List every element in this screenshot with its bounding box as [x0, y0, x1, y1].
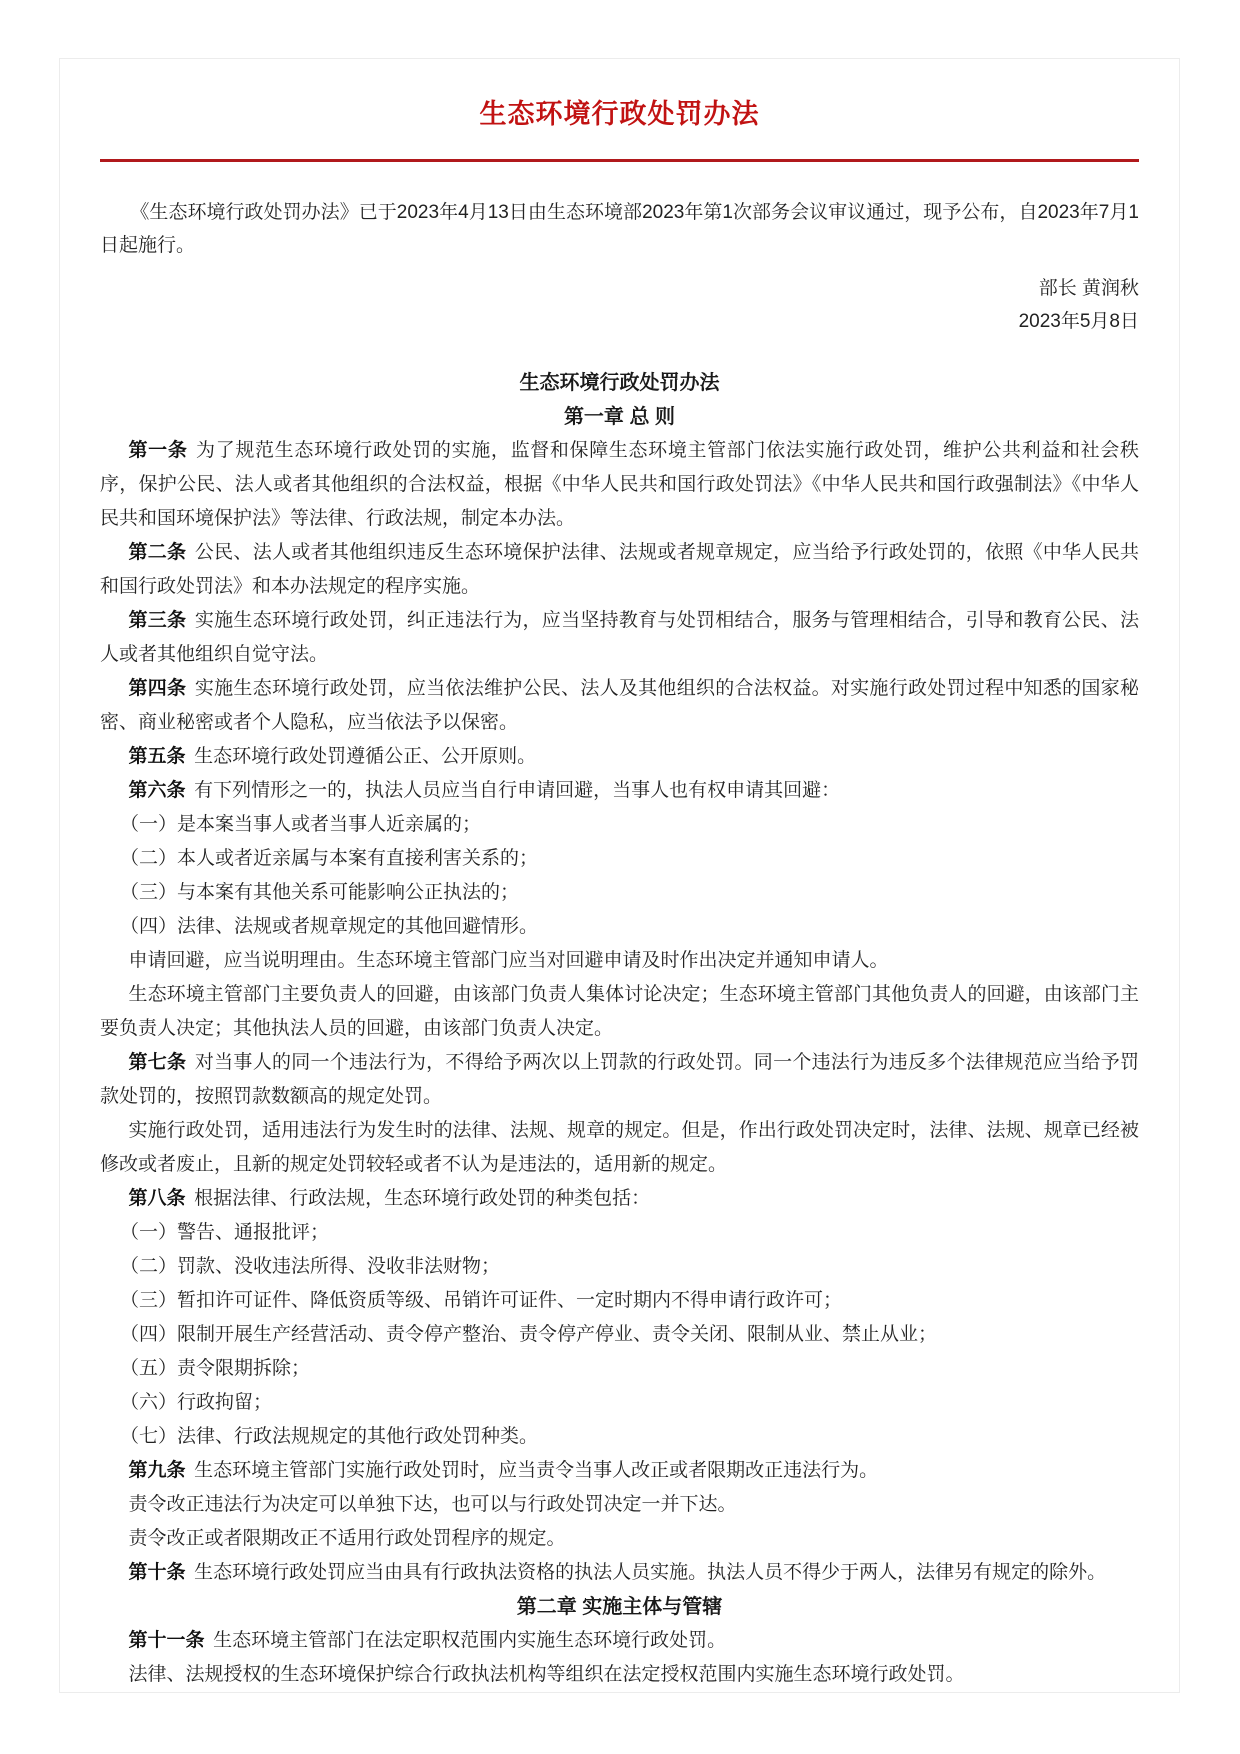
article-label: 第三条: [128, 610, 187, 631]
page-title: 生态环境行政处罚办法: [479, 99, 760, 129]
article-paragraph: [100, 604, 1139, 672]
title-divider: [100, 159, 1139, 162]
list-item: （三）与本案有其他关系可能影响公正执法的；: [119, 882, 519, 903]
article-paragraph: [100, 1046, 1139, 1114]
list-item: （四）法律、法规或者规章规定的其他回避情形。: [119, 916, 538, 937]
article-text: 生态环境行政处罚应当由具有行政执法资格的执法人员实施。执法人员不得少于两人，法律另有规定的除外。: [194, 1562, 1107, 1583]
list-item: （四）限制开展生产经营活动、责令停产整治、责令停产停业、责令关闭、限制从业、禁止从业；: [119, 1324, 937, 1345]
article-label: 第四条: [128, 678, 187, 699]
article-text: 生态环境行政处罚遵循公正、公开原则。: [194, 746, 537, 767]
article-paragraph: [100, 1182, 1139, 1216]
article-paragraph: [100, 672, 1139, 740]
article-text: 根据法律、行政法规，生态环境行政处罚的种类包括：: [194, 1188, 651, 1209]
article-label: 第十一条: [128, 1630, 205, 1651]
article-label: 第六条: [128, 780, 186, 801]
article-text: 实施生态环境行政处罚，应当依法维护公民、法人及其他组织的合法权益。对实施行政处罚过程中知悉的国家秘密、商业秘密或者个人隐私，应当依法予以保密。: [100, 678, 1139, 733]
article-paragraph: [100, 774, 1139, 808]
list-item: （一）是本案当事人或者当事人近亲属的；: [119, 814, 481, 835]
signature-block: [100, 272, 1139, 338]
article-text: 实施生态环境行政处罚，纠正违法行为，应当坚持教育与处罚相结合，服务与管理相结合，引导和教育公民、法人或者其他组织自觉守法。: [100, 610, 1139, 665]
article-label: 第八条: [128, 1188, 186, 1209]
list-item: （七）法律、行政法规规定的其他行政处罚种类。: [119, 1426, 538, 1447]
article-text: 为了规范生态环境行政处罚的实施，监督和保障生态环境主管部门依法实施行政处罚，维护公共利益和社会秩序，保护公民、法人或者其他组织的合法权益，根据《中华人民共和国行政处罚法》《中华人民共和国行政强制法》《中华人民共和国环境保护法》等法律、行政法规，制定本办法。: [100, 440, 1139, 529]
article-paragraph: [100, 536, 1139, 604]
list-item: （六）行政拘留；: [119, 1392, 272, 1413]
chapter-heading: 第一章 总 则: [563, 406, 676, 428]
list-item: （五）责令限期拆除；: [119, 1358, 310, 1379]
article-paragraph: [100, 1454, 1139, 1488]
paragraph: 责令改正违法行为决定可以单独下达，也可以与行政处罚决定一并下达。: [128, 1494, 737, 1515]
article-text: 对当事人的同一个违法行为，不得给予两次以上罚款的行政处罚。同一个违法行为违反多个法律规范应当给予罚款处罚的，按照罚款数额高的规定处罚。: [100, 1052, 1139, 1107]
article-label: 第五条: [128, 746, 186, 767]
article-paragraph: [100, 1624, 1139, 1658]
paragraph: 实施行政处罚，适用违法行为发生时的法律、法规、规章的规定。但是，作出行政处罚决定时，法律、法规、规章已经被修改或者废止，且新的规定处罚较轻或者不认为是违法的，适用新的规定。: [100, 1120, 1139, 1175]
article-text: 生态环境主管部门实施行政处罚时，应当责令当事人改正或者限期改正违法行为。: [194, 1460, 879, 1481]
intro-paragraph: 《生态环境行政处罚办法》已于2023年4月13日由生态环境部2023年第1次部务会议审议通过，现予公布，自2023年7月1日起施行。: [100, 202, 1139, 256]
article-paragraph: [100, 1556, 1139, 1590]
article-text: 生态环境主管部门在法定职权范围内实施生态环境行政处罚。: [213, 1630, 727, 1651]
list-item: （二）罚款、没收违法所得、没收非法财物；: [119, 1256, 500, 1277]
article-label: 第一条: [128, 440, 188, 461]
document-card: [59, 58, 1180, 1693]
article-paragraph: [100, 434, 1139, 536]
paragraph: 申请回避，应当说明理由。生态环境主管部门应当对回避申请及时作出决定并通知申请人。: [128, 950, 889, 971]
list-item: （一）警告、通报批评；: [119, 1222, 329, 1243]
list-item: （二）本人或者近亲属与本案有直接利害关系的；: [119, 848, 538, 869]
article-label: 第二条: [128, 542, 187, 563]
article-label: 第十条: [128, 1562, 186, 1583]
article-label: 第九条: [128, 1460, 186, 1481]
paragraph: 生态环境主管部门主要负责人的回避，由该部门负责人集体讨论决定；生态环境主管部门其他负责人的回避，由该部门主要负责人决定；其他执法人员的回避，由该部门负责人决定。: [100, 984, 1139, 1039]
article-label: 第七条: [128, 1052, 187, 1073]
paragraph: 责令改正或者限期改正不适用行政处罚程序的规定。: [128, 1528, 566, 1549]
chapter-heading: 第二章 实施主体与管辖: [516, 1596, 723, 1618]
paragraph: 法律、法规授权的生态环境保护综合行政执法机构等组织在法定授权范围内实施生态环境行政处罚。: [128, 1664, 965, 1685]
document-body: [100, 400, 1139, 1692]
sign-date-line: 2023年5月8日: [1018, 311, 1139, 332]
list-item: （三）暂扣许可证件、降低资质等级、吊销许可证件、一定时期内不得申请行政许可；: [119, 1290, 842, 1311]
article-text: 公民、法人或者其他组织违反生态环境保护法律、法规或者规章规定，应当给予行政处罚的，依照《中华人民共和国行政处罚法》和本办法规定的程序实施。: [100, 542, 1139, 597]
article-paragraph: [100, 740, 1139, 774]
document-title: 生态环境行政处罚办法: [519, 372, 720, 394]
signer-line: 部长 黄润秋: [1038, 278, 1139, 299]
article-text: 有下列情形之一的，执法人员应当自行申请回避，当事人也有权申请其回避：: [194, 780, 841, 801]
